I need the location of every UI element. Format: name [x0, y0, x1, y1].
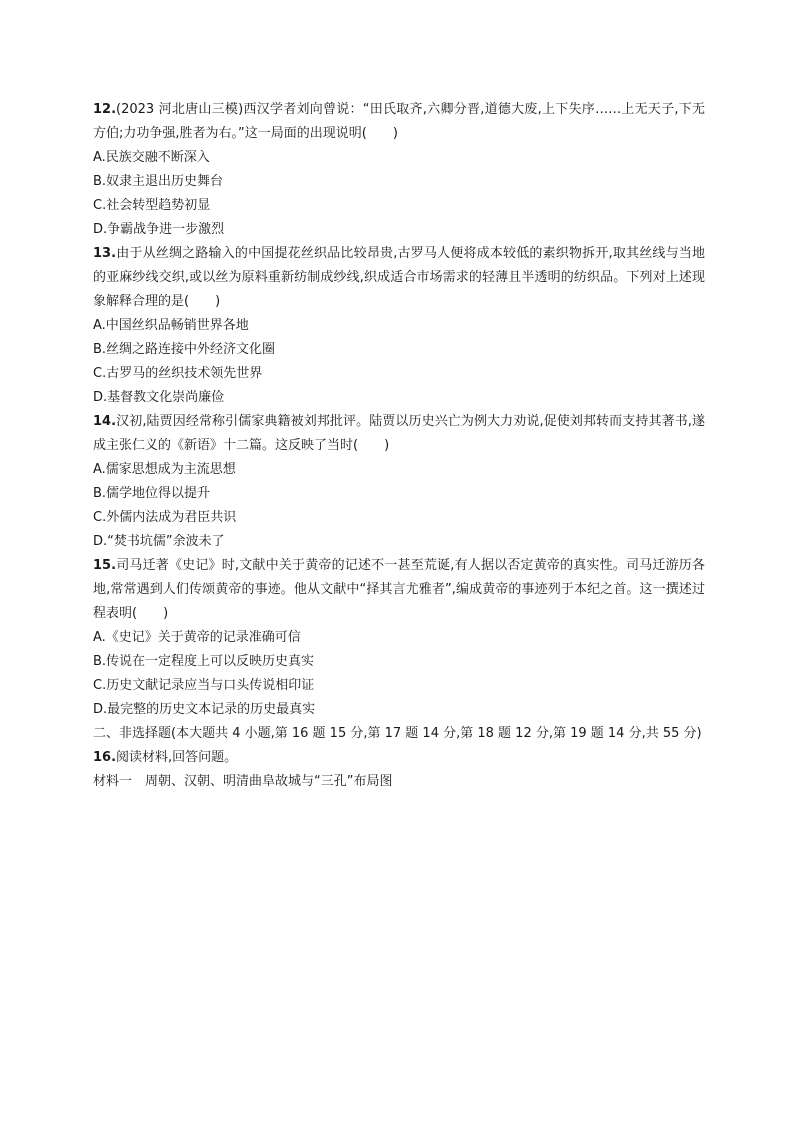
section-heading: 二、非选择题(本大题共 4 小题,第 16 题 15 分,第 17 题 14 分,第 18 题 12 分,第 19 题 14 分,共 55 分) [93, 726, 702, 741]
material-title: 材料一 周朝、汉朝、明清曲阜故城与“三孔”布局图 [93, 774, 393, 789]
option-a: A.儒家思想成为主流思想 [93, 462, 236, 477]
question-text: 阅读材料,回答问题。 [116, 750, 238, 765]
option-b: B.传说在一定程度上可以反映历史真实 [93, 654, 315, 669]
option-d: D.争霸战争进一步激烈 [93, 222, 225, 237]
option-c: C.历史文献记录应当与口头传说相印证 [93, 678, 315, 693]
question-text: (2023 河北唐山三模)西汉学者刘向曾说：“田氏取齐,六卿分晋,道德大废,上下失序……上无天子,下无方伯;力功争强,胜者为右。”这一局面的出现说明( ) [93, 102, 705, 141]
option-c: C.社会转型趋势初显 [93, 198, 211, 213]
option-b: B.丝绸之路连接中外经济文化圈 [93, 342, 276, 357]
question-16 [93, 746, 705, 794]
question-stem [93, 242, 705, 314]
option-a: A.民族交融不断深入 [93, 150, 210, 165]
question-text: 汉初,陆贾因经常称引儒家典籍被刘邦批评。陆贾以历史兴亡为例大力劝说,促使刘邦转而支持其著书,遂成主张仁义的《新语》十二篇。这反映了当时( ) [93, 414, 705, 453]
question-15 [93, 554, 705, 722]
question-text: 司马迁著《史记》时,文献中关于黄帝的记述不一甚至荒诞,有人据以否定黄帝的真实性。司马迁游历各地,常常遇到人们传颂黄帝的事迹。他从文献中“择其言尤雅者”,编成黄帝的事迹列于本纪之首。这一撰述过程表明( ) [93, 558, 705, 621]
option-c: C.古罗马的丝织技术领先世界 [93, 366, 263, 381]
question-12 [93, 98, 705, 242]
question-13 [93, 242, 705, 410]
option-d: D.最完整的历史文本记录的历史最真实 [93, 702, 316, 717]
question-number: 14. [93, 414, 117, 429]
option-b: B.奴隶主退出历史舞台 [93, 174, 224, 189]
option-a: A.中国丝织品畅销世界各地 [93, 318, 249, 333]
option-c: C.外儒内法成为君臣共识 [93, 510, 237, 525]
exam-page [93, 98, 705, 794]
question-stem [93, 98, 705, 146]
option-d: D.“焚书坑儒”余波未了 [93, 534, 225, 549]
question-number: 16. [93, 750, 117, 765]
question-text: 由于从丝绸之路输入的中国提花丝织品比较昂贵,古罗马人便将成本较低的素织物拆开,取其丝线与当地的亚麻纱线交织,或以丝为原料重新纺制成纱线,织成适合市场需求的轻薄且半透明的纺织品。下列对上述现象解释合理的是( ) [93, 246, 705, 309]
question-stem [93, 410, 705, 458]
question-number: 15. [93, 558, 117, 573]
option-d: D.基督教文化崇尚廉俭 [93, 390, 225, 405]
question-number: 13. [93, 246, 117, 261]
question-14 [93, 410, 705, 554]
question-number: 12. [93, 102, 117, 117]
question-stem [93, 746, 705, 770]
question-stem [93, 554, 705, 626]
option-a: A.《史记》关于黄帝的记录准确可信 [93, 630, 301, 645]
option-b: B.儒学地位得以提升 [93, 486, 211, 501]
